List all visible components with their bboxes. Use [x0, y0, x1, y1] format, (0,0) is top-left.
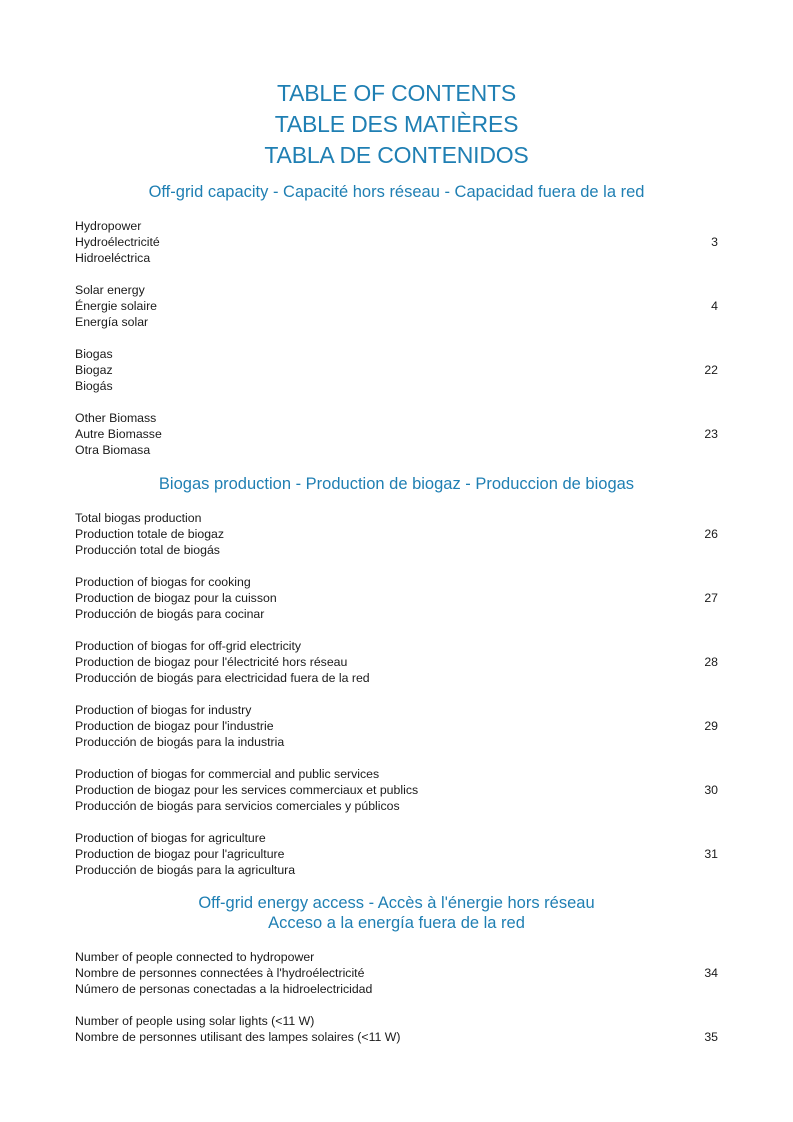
entry-line-fr: Nombre de personnes connectées à l'hydroélectricité	[75, 966, 365, 980]
entry-line-es: Producción total de biogás	[75, 543, 220, 557]
toc-entry-total-biogas-production[interactable]	[75, 510, 718, 558]
entry-line-es: Producción de biogás para electricidad fuera de la red	[75, 671, 370, 685]
entry-line-fr: Production totale de biogaz	[75, 527, 225, 541]
entry-line-es: Energía solar	[75, 315, 149, 329]
section-heading-offgrid-energy-access: Off-grid energy access - Accès à l'énergie hors réseau Acceso a la energía fuera de la red	[198, 894, 595, 932]
entry-line-en: Production of biogas for industry	[75, 703, 252, 717]
toc-entry-people-solar-lights[interactable]	[75, 1013, 718, 1061]
entry-line-es: Producción de biogás para la agricultura	[75, 863, 296, 877]
entry-line-fr: Hydroélectricité	[75, 235, 160, 249]
toc-entry-people-hydropower[interactable]	[75, 949, 718, 997]
section-heading-biogas-production: Biogas production - Production de biogaz - Produccion de biogas	[158, 475, 635, 493]
entry-line-fr: Production de biogaz pour l'agriculture	[75, 847, 285, 861]
entry-line-en: Solar energy	[75, 283, 145, 297]
toc-entry-biogas-offgrid-electricity[interactable]	[75, 638, 718, 686]
page-number: 22	[704, 363, 718, 377]
title-english: TABLE OF CONTENTS	[277, 80, 516, 106]
entry-line-en: Production of biogas for agriculture	[75, 831, 266, 845]
toc-entry-biogas[interactable]	[75, 346, 718, 394]
entry-line-en: Production of biogas for off-grid electricity	[75, 639, 302, 653]
page-title	[0, 78, 793, 171]
page-number: 26	[704, 527, 718, 541]
entry-line-fr: Production de biogaz pour la cuisson	[75, 591, 277, 605]
entry-line-fr: Énergie solaire	[75, 299, 158, 313]
page-number: 31	[704, 847, 718, 861]
page-number: 30	[704, 783, 718, 797]
section-heading-offgrid-capacity: Off-grid capacity - Capacité hors réseau - Capacidad fuera de la red	[148, 183, 645, 201]
entry-line-en: Total biogas production	[75, 511, 202, 525]
entry-line-en: Number of people using solar lights (<11 W)	[75, 1014, 315, 1028]
title-spanish: TABLA DE CONTENIDOS	[264, 142, 529, 168]
page-number: 28	[704, 655, 718, 669]
entry-line-en: Other Biomass	[75, 411, 157, 425]
page-number: 23	[704, 427, 718, 441]
toc-entry-other-biomass[interactable]	[75, 410, 718, 458]
toc-entry-hydropower[interactable]	[75, 218, 718, 266]
page-number: 3	[711, 235, 718, 249]
page-number: 34	[704, 966, 718, 980]
entry-line-en: Hydropower	[75, 219, 142, 233]
title-french: TABLE DES MATIÈRES	[274, 111, 519, 137]
entry-line-es: Otra Biomasa	[75, 443, 151, 457]
toc-entry-biogas-commercial-public[interactable]	[75, 766, 718, 814]
entry-line-es: Producción de biogás para servicios comerciales y públicos	[75, 799, 400, 813]
page-number: 4	[711, 299, 718, 313]
page-number: 35	[704, 1030, 718, 1044]
toc-entry-biogas-industry[interactable]	[75, 702, 718, 750]
page-number: 27	[704, 591, 718, 605]
entry-line-fr: Production de biogaz pour l'électricité hors réseau	[75, 655, 348, 669]
toc-entry-solar-energy[interactable]	[75, 282, 718, 330]
entry-line-en: Production of biogas for commercial and public services	[75, 767, 380, 781]
page-number: 29	[704, 719, 718, 733]
entry-line-fr: Production de biogaz pour l'industrie	[75, 719, 274, 733]
entry-line-en: Number of people connected to hydropower	[75, 950, 315, 964]
entry-line-en: Biogas	[75, 347, 113, 361]
entry-line-fr: Production de biogaz pour les services commerciaux et publics	[75, 783, 419, 797]
entry-line-es: Producción de biogás para cocinar	[75, 607, 265, 621]
toc-entry-biogas-agriculture[interactable]	[75, 830, 718, 878]
entry-line-es: Hidroeléctrica	[75, 251, 151, 265]
entry-line-es: Biogás	[75, 379, 113, 393]
entry-line-fr: Biogaz	[75, 363, 113, 377]
entry-line-en: Production of biogas for cooking	[75, 575, 251, 589]
entry-line-es: Número de personas conectadas a la hidroelectricidad	[75, 982, 373, 996]
entry-line-es: Producción de biogás para la industria	[75, 735, 285, 749]
entry-line-fr: Nombre de personnes utilisant des lampes solaires (<11 W)	[75, 1030, 401, 1044]
entry-line-fr: Autre Biomasse	[75, 427, 162, 441]
toc-entry-biogas-cooking[interactable]	[75, 574, 718, 622]
